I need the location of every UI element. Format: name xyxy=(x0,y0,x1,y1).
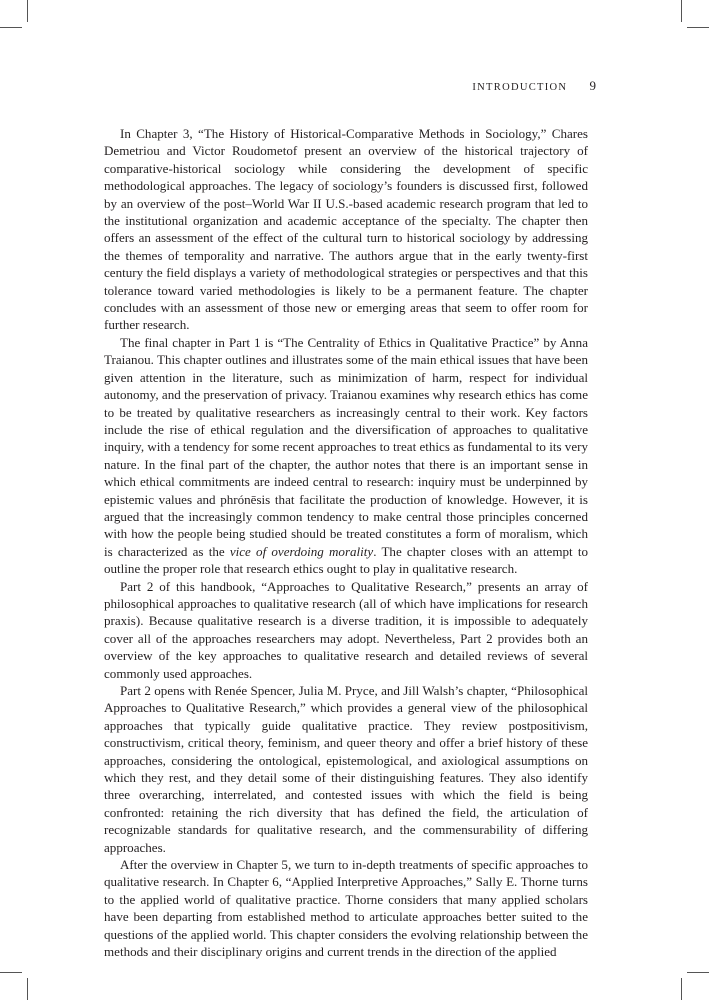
paragraph-text: Part 2 opens with Renée Spencer, Julia M. Pryce, and Jill Walsh’s chapter, “Philosophical Approaches to Qualitative Research,” which provides a general view of the philosophical approaches that typically guide qualitative practice. They review postpositivism, constructivism, critical theory, feminism, and queer theory and offer a brief history of these approaches, considering the ontological, epistemological, and axiological assumptions on which they rest, and they detail some of their distinguishing features. They also identify three overarching, interrelated, and contested issues with which the field is being confronted: retaining the rich diversity that has defined the field, the articulation of recognizable standards for qualitative research, and the commensurability of differing approaches. xyxy=(104,683,588,855)
paragraph-text: The final chapter in Part 1 is “The Centrality of Ethics in Qualitative Practice” by Anna Traianou. This chapter outlines and illustrates some of the main ethical issues that have been given attention in the literature, such as minimization of harm, respect for individual autonomy, and the preservation of privacy. Traianou examines why research ethics has come to be treated by qualitative researchers as increasingly central to their work. Key factors include the rise of ethical regulation and the diversification of approaches to qualitative inquiry, with a tendency for some recent approaches to treat ethics as fundamental to its very nature. In the final part of the chapter, the author notes that there is an important sense in which ethical commitments are indeed central to research: inquiry must be underpinned by epistemic values and phrónēsis that facilitate the production of knowledge. However, it is argued that the increasingly common tendency to make central those principles concerned with how the people being studied should be treated constitutes a form of moralism, which is characterized as the xyxy=(104,334,588,559)
crop-mark-bottom-right-vertical xyxy=(681,978,682,1000)
paragraph xyxy=(104,334,588,578)
paragraph-text: In Chapter 3, “The History of Historical-Comparative Methods in Sociology,” Chares Demetriou and Victor Roudometof present an overview of the historical trajectory of comparative-historical sociology while considering the development of specific methodological approaches. The legacy of sociology’s founders is discussed first, followed by an overview of the post–World War II U.S.-based academic research program that led to the institutional organization and academic acceptance of the specialty. The chapter then offers an assessment of the effect of the cultural turn to historical sociology by addressing the themes of temporality and narrative. The authors argue that in the early twenty-first century the field displays a variety of methodological strategies or perspectives and that this tolerance toward varied methodologies is likely to be a permanent feature. The chapter concludes with an assessment of those new or emerging areas that seem to offer room for further research. xyxy=(104,126,588,333)
paragraph-text: Part 2 of this handbook, “Approaches to Qualitative Research,” presents an array of philosophical approaches to qualitative research (all of which have implications for research praxis). Because qualitative research is a diverse tradition, it is impossible to adequately cover all of the approaches researchers may adopt. Nevertheless, Part 2 provides both an overview of the key approaches to qualitative research and detailed reviews of several commonly used approaches. xyxy=(104,578,588,681)
crop-mark-bottom-left-vertical xyxy=(27,978,28,1000)
running-head xyxy=(472,78,596,94)
paragraph xyxy=(104,682,588,856)
paragraph-text: After the overview in Chapter 5, we turn to in-depth treatments of specific approaches to qualitative research. In Chapter 6, “Applied Interpretive Approaches,” Sally E. Thorne turns to the applied world of qualitative practice. Thorne considers that many applied scholars have been departing from established method to articulate approaches better suited to the questions of the applied world. This chapter considers the evolving relationship between the methods and their disciplinary origins and current trends in the direction of the applied xyxy=(104,857,588,960)
body-text xyxy=(104,125,588,961)
paragraph xyxy=(104,125,588,334)
crop-mark-top-left-vertical xyxy=(27,0,28,22)
page-number: 9 xyxy=(589,78,596,93)
paragraph xyxy=(104,856,588,960)
crop-mark-bottom-left-horizontal xyxy=(0,972,22,973)
crop-mark-top-right-horizontal xyxy=(687,27,709,28)
crop-mark-bottom-right-horizontal xyxy=(687,972,709,973)
running-head-title: INTRODUCTION xyxy=(472,82,568,93)
crop-mark-top-left-horizontal xyxy=(0,27,22,28)
paragraph xyxy=(104,578,588,682)
crop-mark-top-right-vertical xyxy=(681,0,682,22)
italic-phrase: vice of overdoing morality xyxy=(229,543,374,559)
paragraph-text: . The chapter closes with an attempt to outline the proper role that research ethics ought to play in qualitative research. xyxy=(104,543,588,577)
